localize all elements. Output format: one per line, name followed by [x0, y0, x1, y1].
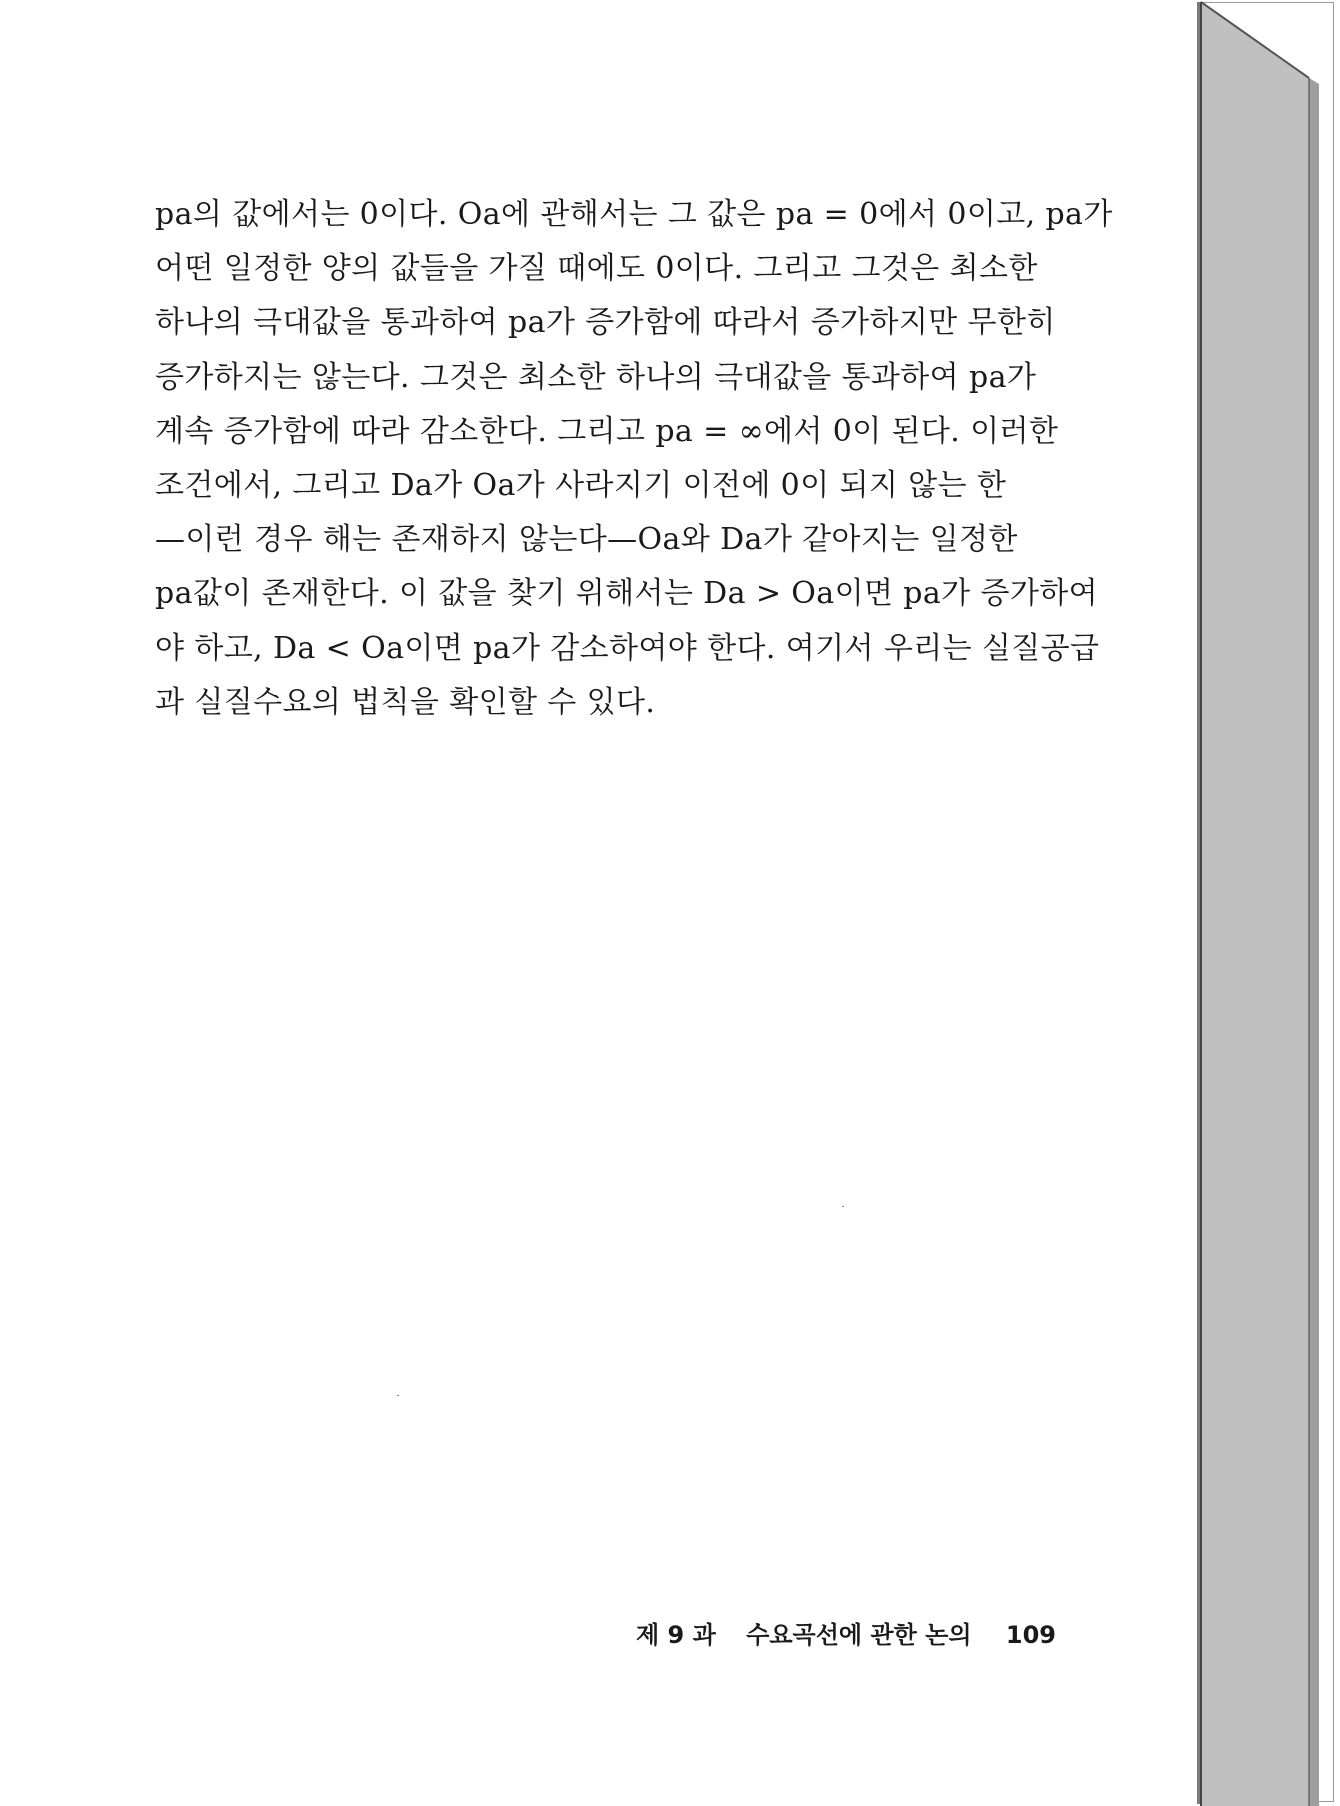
- page-number: 109: [1005, 1621, 1056, 1649]
- text-line: 어떤 일정한 양의 값들을 가질 때에도 0이다. 그리고 그것은 최소한: [155, 251, 1038, 287]
- text-line: 증가하지는 않는다. 그것은 최소한 하나의 극대값을 통과하여 pa가: [155, 359, 1037, 395]
- scan-speck: [842, 1206, 844, 1207]
- chapter-title: 수요곡선에 관한 논의: [746, 1621, 972, 1649]
- body-paragraph: [155, 188, 1113, 730]
- book-edge: [1197, 0, 1322, 1806]
- text-line: 계속 증가함에 따라 감소한다. 그리고 pa = ∞에서 0이 된다. 이러한: [155, 413, 1059, 449]
- text-line: 과 실질수요의 법칙을 확인할 수 있다.: [155, 684, 656, 720]
- chapter-label: 제 9 과: [636, 1621, 716, 1649]
- scan-speck: [397, 1395, 399, 1396]
- text-line: pa의 값에서는 0이다. Oa에 관해서는 그 값은 pa = 0에서 0이고, pa가: [155, 197, 1113, 232]
- text-line: 조건에서, 그리고 Da가 Oa가 사라지기 이전에 0이 되지 않는 한: [155, 467, 1007, 503]
- text-line: —이런 경우 해는 존재하지 않는다—Oa와 Da가 같아지는 일정한: [155, 522, 1018, 558]
- running-footer: [636, 1615, 1056, 1650]
- text-line: 하나의 극대값을 통과하여 pa가 증가함에 따라서 증가하지만 무한히: [155, 305, 1056, 341]
- text-line: pa값이 존재한다. 이 값을 찾기 위해서는 Da > Oa이면 pa가 증가하여: [155, 576, 1098, 612]
- text-line: 야 하고, Da < Oa이면 pa가 감소하여야 한다. 여기서 우리는 실질공급: [155, 630, 1100, 666]
